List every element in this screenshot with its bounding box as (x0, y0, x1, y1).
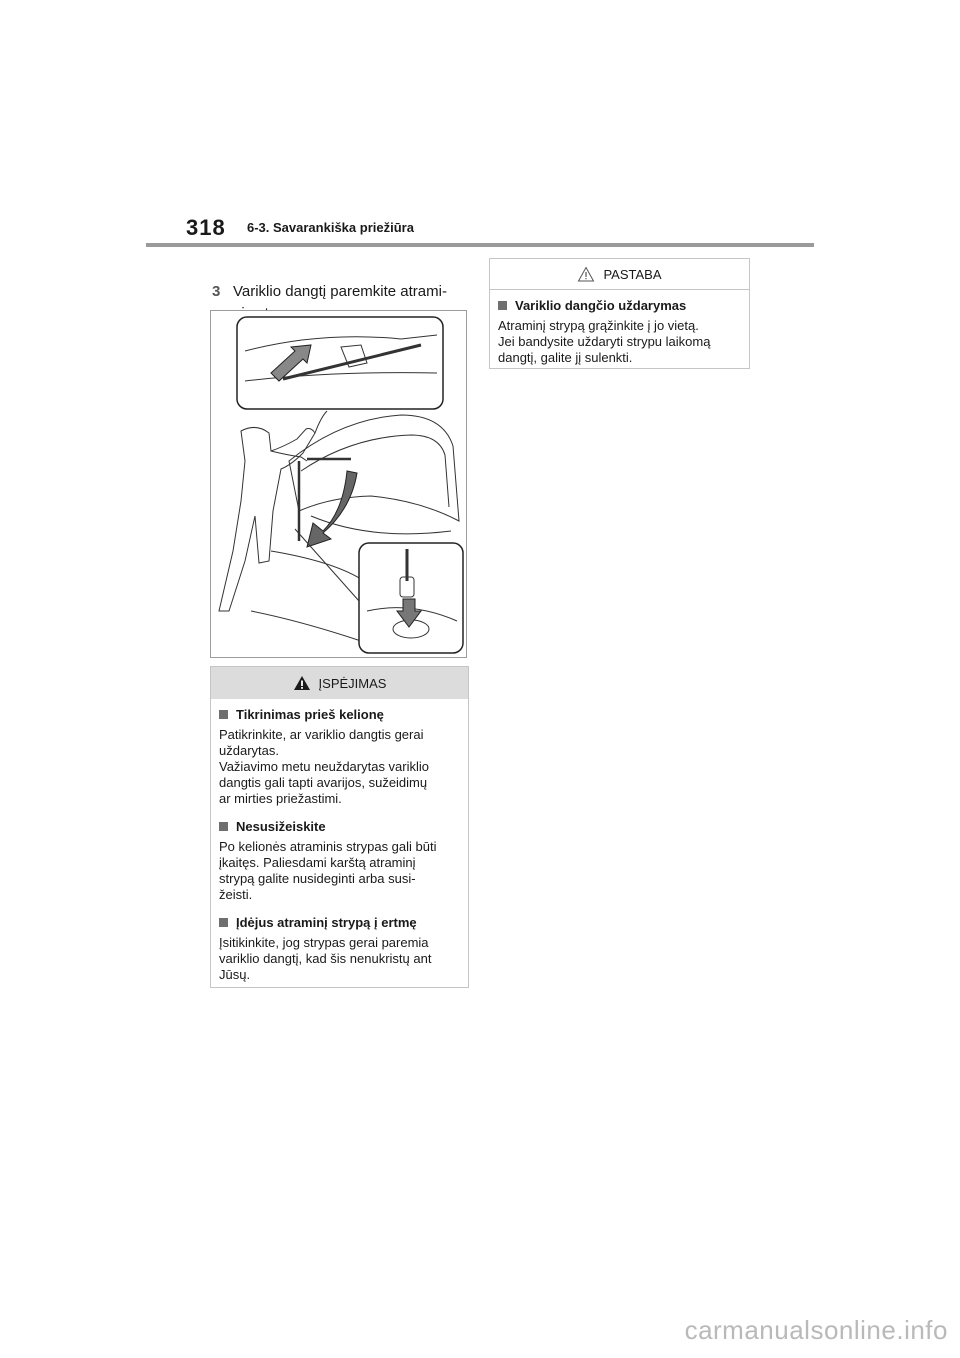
notice-header (490, 259, 749, 290)
warning-item-text: Po kelionės atraminis strypas gali būti įkaitęs. Paliesdami karštą atraminį strypą galite nusideginti arba susi- žeisti. (219, 839, 437, 902)
warning-header (211, 667, 468, 699)
notice-item-text: Atraminį strypą grąžinkite į jo vietą. Jei bandysite uždaryti strypu laikomą dangtį, galite jį sulenkti. (498, 318, 711, 365)
step-text: Variklio dangtį paremkite atrami- (233, 283, 447, 300)
warning-item-text: Įsitikinkite, jog strypas gerai paremia variklio dangtį, kad šis nenukristų ant Jūsų. (219, 935, 432, 982)
bullet-square-icon (219, 710, 228, 719)
notice-item-heading: Variklio dangčio uždarymas (498, 298, 741, 313)
step-number: 3 (212, 283, 221, 300)
warning-body (211, 699, 468, 1003)
section-title: 6-3. Savarankiška priežiūra (247, 220, 414, 235)
notice-body (490, 290, 749, 374)
warning-triangle-icon (293, 675, 311, 691)
bullet-square-icon (219, 822, 228, 831)
warning-box (210, 666, 469, 988)
warning-item-heading: Nesusižeiskite (219, 819, 460, 834)
warning-item-heading: Įdėjus atraminį strypą į ertmę (219, 915, 460, 930)
hood-support-rod-illustration (211, 311, 466, 657)
header-rule (146, 243, 814, 247)
hood-support-figure (210, 310, 467, 658)
notice-triangle-icon (577, 266, 595, 282)
watermark: carmanualsonline.info (684, 1315, 948, 1345)
bullet-square-icon (219, 918, 228, 927)
notice-box (489, 258, 750, 369)
arrow-icon (307, 471, 357, 547)
warning-item-text: Patikrinkite, ar variklio dangtis gerai uždarytas. Važiavimo metu neuždarytas variklio dangtis gali tapti avarijos, sužeidimų ar mirties priežastimi. (219, 727, 430, 806)
notice-title: PASTABA (603, 266, 662, 282)
warning-item-heading: Tikrinimas prieš kelionę (219, 707, 460, 722)
page-number: 318 (186, 215, 226, 240)
warning-title: ĮSPĖJIMAS (318, 675, 387, 691)
bullet-square-icon (498, 301, 507, 310)
